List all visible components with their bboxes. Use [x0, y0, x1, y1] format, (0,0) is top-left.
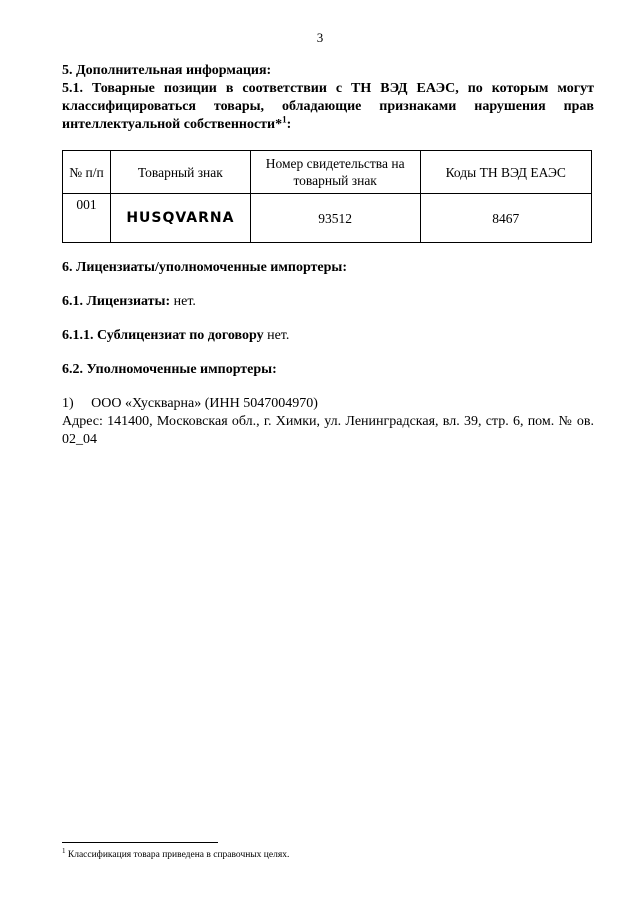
trademark-table	[62, 150, 592, 243]
footnote	[62, 846, 290, 860]
section-6-2-title: 6.2. Уполномоченные импортеры:	[62, 362, 277, 377]
importer-entry	[62, 395, 594, 449]
section-5-title: 5. Дополнительная информация:	[62, 63, 272, 78]
importer-name: 1) ООО «Хускварна» (ИНН 5047004970)	[62, 396, 318, 411]
footnote-marker: 1	[62, 846, 66, 855]
licensees-value: нет.	[170, 294, 196, 309]
row-number: 001	[63, 194, 111, 243]
header-codes: Коды ТН ВЭД ЕАЭС	[420, 151, 592, 194]
sublicensee-label: 6.1.1. Сублицензиат по договору	[62, 328, 264, 343]
header-trademark: Товарный знак	[110, 151, 250, 194]
section-5-1-text: 5.1. Товарные позиции в соответствии с ТН ВЭД ЕАЭС, по которым могут классифицироваться товары, обладающие признаками нарушения прав интеллектуальной собственности*	[62, 81, 594, 132]
section-5-1-colon: :	[286, 117, 292, 132]
tn-ved-codes: 8467	[420, 194, 592, 243]
footnote-ref: 1	[282, 114, 287, 125]
table-row	[63, 194, 592, 243]
page-number: 3	[316, 30, 324, 45]
section-5-1-title	[62, 80, 594, 134]
licensees-label: 6.1. Лицензиаты:	[62, 294, 171, 309]
document-body	[62, 62, 594, 449]
trademark-logo-text: HUSQVARNA	[126, 210, 235, 226]
trademark-logo	[110, 194, 250, 243]
importer-address: Адрес: 141400, Московская обл., г. Химки, ул. Ленинградская, вл. 39, стр. 6, пом. № ов. 02_04	[62, 414, 594, 447]
table-header-row	[63, 151, 592, 194]
section-6-1	[62, 293, 594, 311]
section-6-1-1	[62, 327, 594, 345]
section-6-title: 6. Лицензиаты/уполномоченные импортеры:	[62, 260, 348, 275]
footnote-text: Классификация товара приведена в справочных целях.	[65, 850, 290, 860]
header-certificate: Номер свидетельства на товарный знак	[250, 151, 420, 194]
header-number: № п/п	[63, 151, 111, 194]
certificate-number: 93512	[250, 194, 420, 243]
sublicensee-value: нет.	[263, 328, 290, 343]
footnote-divider	[62, 842, 218, 843]
